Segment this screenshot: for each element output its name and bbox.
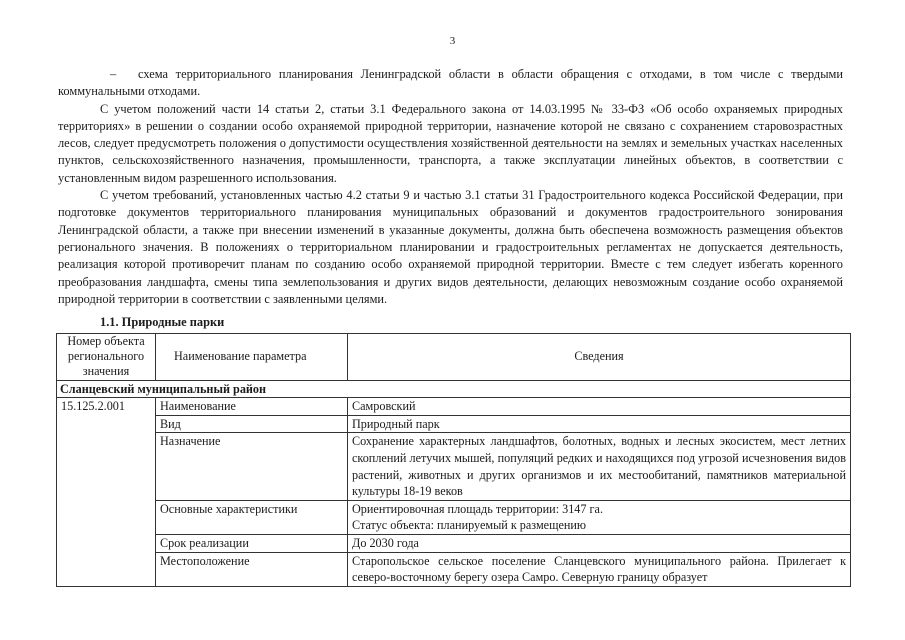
table-row (57, 552, 851, 586)
param-value-area: Ориентировочная площадь территории: 3147 га. (352, 501, 603, 516)
district-row (57, 380, 851, 398)
param-name: Местоположение (156, 552, 348, 586)
table-row (57, 534, 851, 552)
param-name: Наименование (156, 398, 348, 416)
paragraph-list-item (58, 66, 843, 101)
table-row (57, 415, 851, 433)
body-text (58, 66, 843, 308)
page-number: 3 (449, 35, 456, 47)
param-value: До 2030 года (348, 534, 851, 552)
dash-bullet: – (110, 67, 117, 81)
param-value-status: Статус объекта: планируемый к размещению (352, 518, 587, 533)
header-details: Сведения (348, 334, 851, 381)
table-row (57, 398, 851, 416)
object-number: 15.125.2.001 (57, 398, 156, 587)
param-name: Срок реализации (156, 534, 348, 552)
paragraph-urban-code: С учетом требований, установленных частью 4.2 статьи 9 и частью 3.1 статьи 31 Градостроительного кодекса Российской Федерации, при подготовке документов территориального планирования муниципальных образований и документов градостроительного зонирования Ленинградской области, а также при внесении изменений в указанные документы, должна быть обеспечена возможность размещения объектов регионального значения. В положениях о территориальном планировании и градостроительных регламентах не допускается деятельность, реализация которой противоречит планам по созданию особо охраняемой природной территории. Вместе с тем следует избегать коренного преобразования ландшафта, смены типа землепользования и других видов деятельности, делающих невозможным создание особо охраняемой природной территории в соответствии с заявленными целями. (58, 188, 843, 306)
param-value (348, 500, 851, 534)
table-header-row (57, 334, 851, 381)
param-name: Назначение (156, 433, 348, 500)
header-parameter-name: Наименование параметра (156, 334, 348, 381)
param-value: Самровский (348, 398, 851, 416)
param-name: Вид (156, 415, 348, 433)
paragraph-federal-law: С учетом положений части 14 статьи 2, статьи 3.1 Федерального закона от 14.03.1995 № 33-ФЗ «Об особо охраняемых природных территориях» в решении о создании особо охраняемой природной территории, назначение которой не связано с сохранением старовозрастных лесов, следует предусмотреть положения о допустимости осуществления хозяйственной деятельности на землях и земельных участках населенных пунктов, сельскохозяйственного назначения, промышленности, транспорта, а также эксплуатации линейных объектов, в соответствии с установленным видом разрешенного использования. (58, 101, 843, 185)
section-heading: 1.1. Природные парки (100, 315, 225, 329)
param-name: Основные характеристики (156, 500, 348, 534)
natural-parks-table (56, 333, 851, 587)
table-row (57, 433, 851, 500)
header-object-number: Номер объекта регионального значения (57, 334, 156, 381)
param-value: Старопольское сельское поселение Сланцевского муниципального района. Прилегает к северо-восточному берегу озера Самро. Северную границу образует (348, 552, 851, 586)
table-row (57, 500, 851, 534)
param-value: Сохранение характерных ландшафтов, болотных, водных и лесных экосистем, мест летних скоплений летучих мышей, популяций редких и находящихся под угрозой исчезновения видов растений, животных и других организмов и их местообитаний, памятников материальной культуры 18-19 веков (348, 433, 851, 500)
paragraph-text: схема территориального планирования Ленинградской области в области обращения с отходами, в том числе с твердыми коммунальными отходами. (58, 67, 843, 99)
param-value: Природный парк (348, 415, 851, 433)
district-name: Сланцевский муниципальный район (57, 380, 851, 398)
